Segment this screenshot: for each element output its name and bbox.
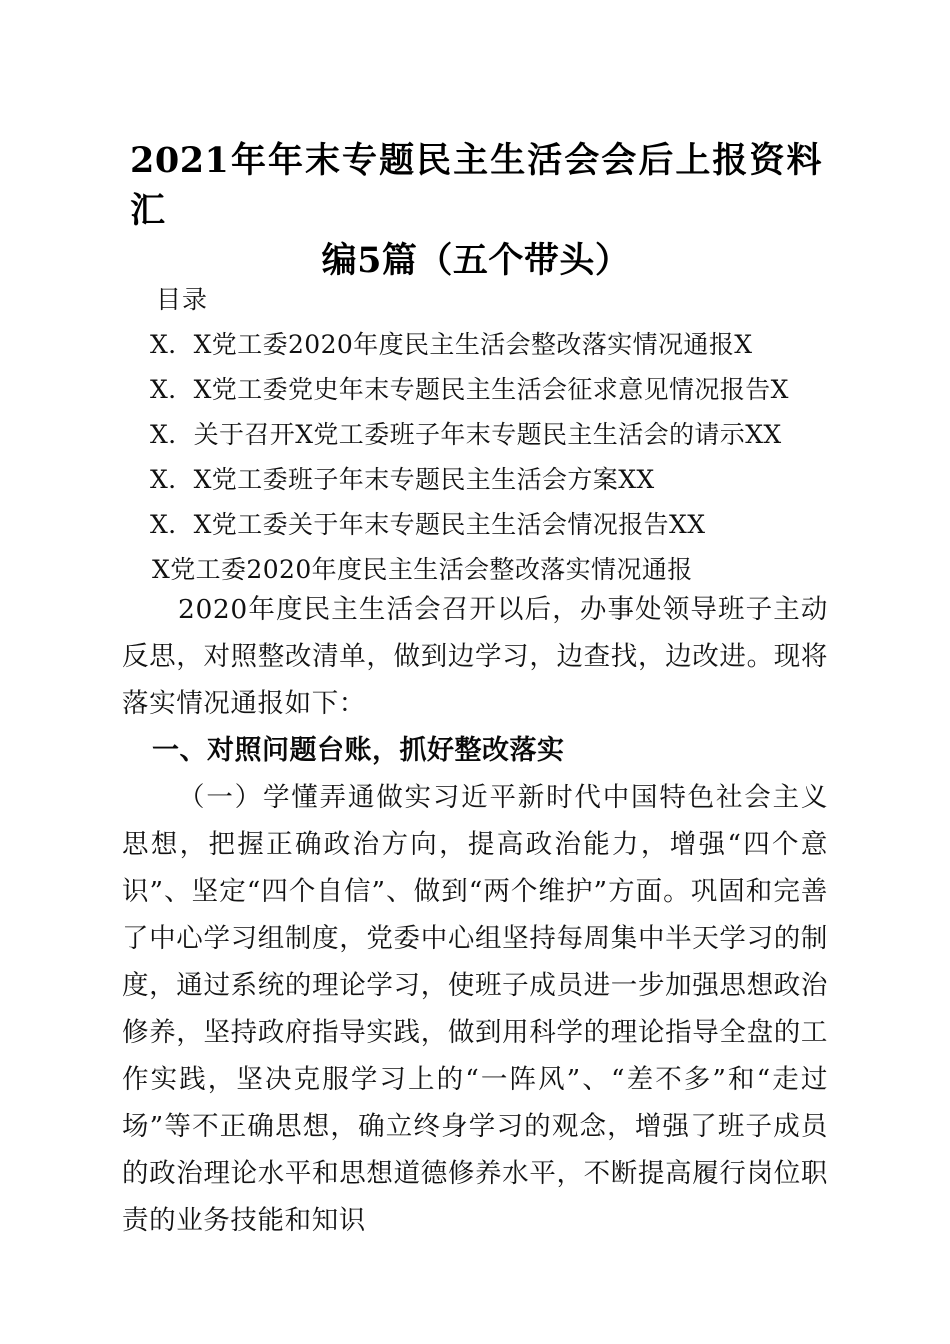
page-title-line-1: 2021年年末专题民主生活会会后上报资料汇 [130,140,822,231]
toc-item[interactable]: X．X党工委2020年度民主生活会整改落实情况通报X [150,330,753,359]
toc-heading: 目录 [156,285,209,314]
section-heading: 一、对照问题台账，抓好整改落实 [152,735,565,766]
title-block [0,136,950,286]
toc-item[interactable]: X．关于召开X党工委班子年末专题民主生活会的请示XX [150,420,782,449]
toc-item[interactable]: X．X党工委班子年末专题民主生活会方案XX [150,465,655,494]
toc-list [0,322,950,592]
toc-item[interactable]: X．X党工委关于年末专题民主生活会情况报告XX [150,510,706,539]
document-body [122,586,828,1244]
toc-item[interactable]: X党工委2020年度民主生活会整改落实情况通报 [152,555,693,584]
intro-paragraph: 2020年度民主生活会召开以后，办事处领导班子主动反思，对照整改清单，做到边学习，边查找，边改进。现将落实情况通报如下： [122,594,828,719]
subsection-paragraph: （一）学懂弄通做实习近平新时代中国特色社会主义思想，把握正确政治方向，提高政治能力，增强“四个意识”、坚定“四个自信”、做到“两个维护”方面。巩固和完善了中心学习组制度，党委中心组坚持每周集中半天学习的制度，通过系统的理论学习，使班子成员进一步加强思想政治修养，坚持政府指导实践，做到用科学的理论指导全盘的工作实践，坚决克服学习上的“一阵风”、“差不多”和“走过场”等不正确思想，确立终身学习的观念，增强了班子成员的政治理论水平和思想道德修养水平，不断提高履行岗位职责的业务技能和知识 [122,782,828,1236]
table-of-contents [0,277,950,592]
page-title [0,136,950,286]
page-title-line-2: 编5篇（五个带头） [321,240,631,281]
toc-item[interactable]: X．X党工委党史年末专题民主生活会征求意见情况报告X [150,375,789,404]
